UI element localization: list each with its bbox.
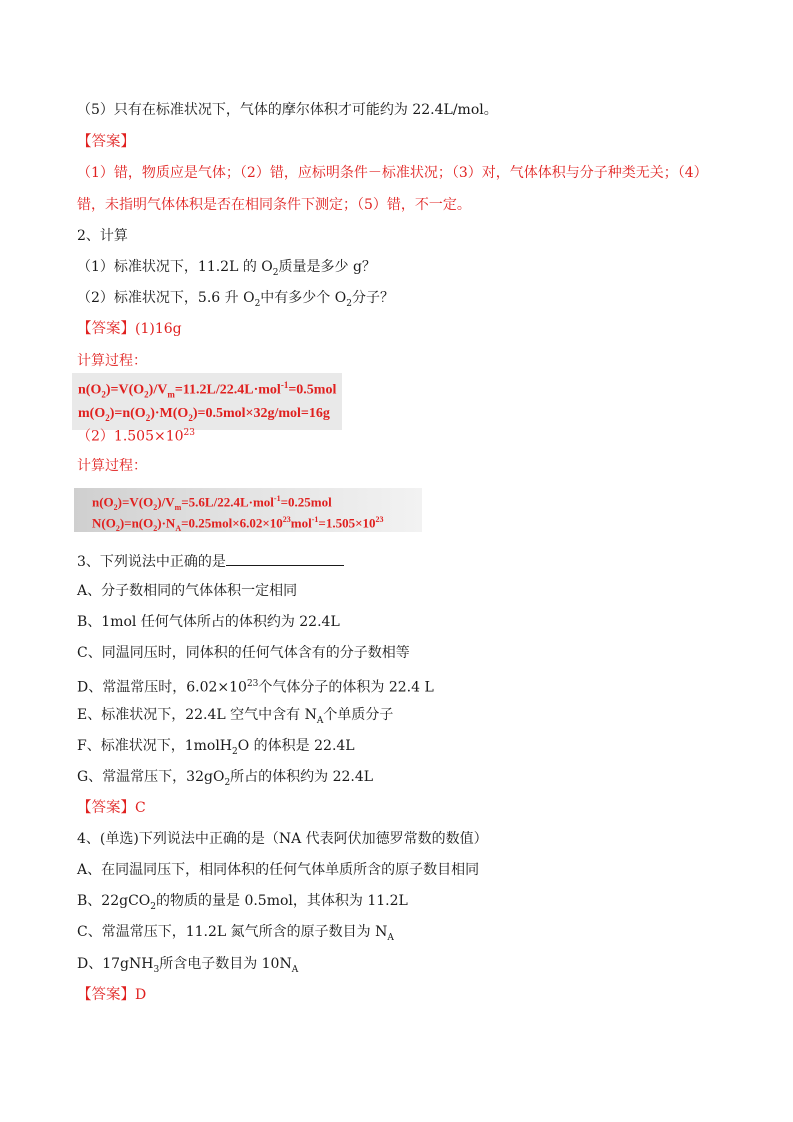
q3-option-d: D、常温常压时，$6.02\times 10^{23}$个气体分子的体积为 22.4 L — [77, 679, 434, 696]
q2-title: 2、计算 — [77, 228, 128, 244]
q2-sub2: （2）标准状况下，5.6 升 $O_2$中有多少个 $O_2$分子？ — [77, 290, 394, 309]
formula-1-line1: $n(O_2)=V(O_2)/V_m=11.2L/22.4L\cdot mol^{-1}=0.5mol$ — [78, 380, 337, 400]
q4-option-d: D、17gNH$_3$所含电子数目为 $10N_A$ — [77, 956, 299, 975]
q2-process-label-1: 计算过程： — [77, 353, 147, 369]
q2-answer-2: $(2)1.505\times 10^{23}$ — [77, 428, 195, 445]
q1-answer-line2: 错，未指明气体体积是否在相同条件下测定；（5）错，不一定。 — [77, 197, 471, 213]
q3-option-c: C、同温同压时，同体积的任何气体含有的分子数相等 — [77, 645, 410, 661]
q4-answer: 【答案】D — [77, 987, 147, 1003]
q4-option-a: A、在同温同压下，相同体积的任何气体单质所含的原子数目相同 — [77, 862, 480, 878]
q3-option-e: E、标准状况下，22.4L 空气中含有 $N_A$个单质分子 — [77, 707, 394, 726]
q2-process-label-2: 计算过程： — [77, 458, 147, 474]
q3-option-a: A、分子数相同的气体体积一定相同 — [77, 583, 298, 599]
formula-box-1 — [72, 373, 342, 430]
q4-title: 4、(单选)下列说法中正确的是（NA 代表阿伏加德罗常数的数值） — [77, 831, 488, 847]
q3-option-b: B、1mol 任何气体所占的体积约为 22.4L — [77, 614, 340, 630]
q4-option-c: C、常温常压下，11.2L 氮气所含的原子数目为 $N_A$ — [77, 924, 394, 943]
formula-1-line2: $m(O_2)=n(O_2)\cdot M(O_2)=0.5mol\times 32g/mol=16g$ — [78, 406, 330, 424]
q2-sub1: （1）标准状况下，11.2L 的 $O_2$质量是多少 g？ — [77, 259, 376, 278]
formula-2-line1: $n(O_2)=V(O_2)/V_m=5.6L/22.4L\cdot mol^{-1}=0.25mol$ — [92, 494, 332, 512]
formula-box-2 — [74, 488, 422, 532]
formula-2-line2: $N(O_2)=n(O_2)\cdot N_A=0.25mol\times 6.02\times 10^{23}mol^{-1}=1.505\times 10^{23}$ — [92, 515, 384, 533]
q3-answer: 【答案】C — [77, 800, 146, 816]
q3-title: 3、下列说法中正确的是 — [77, 551, 344, 571]
answer-blank — [226, 551, 344, 566]
q4-option-b: B、22gCO$_2$的物质的量是 0.5mol，其体积为 11.2L — [77, 893, 408, 912]
q3-option-f: F、标准状况下，1molH$_2$O 的体积是 22.4L — [77, 738, 355, 757]
q2-answer-1: 【答案】(1)16g — [77, 321, 182, 337]
q1-answer-line1: （1）错，物质应是气体；（2）错，应标明条件－标准状况；（3）对，气体体积与分子种类无关；（4） — [77, 165, 708, 181]
q1-item-5: （5）只有在标准状况下，气体的摩尔体积才可能约为 22.4L/mol。 — [77, 102, 498, 118]
q3-option-g: G、常温常压下，$32gO_2$所占的体积约为 22.4L — [77, 769, 374, 788]
q1-answer-tag: 【答案】 — [77, 134, 135, 150]
